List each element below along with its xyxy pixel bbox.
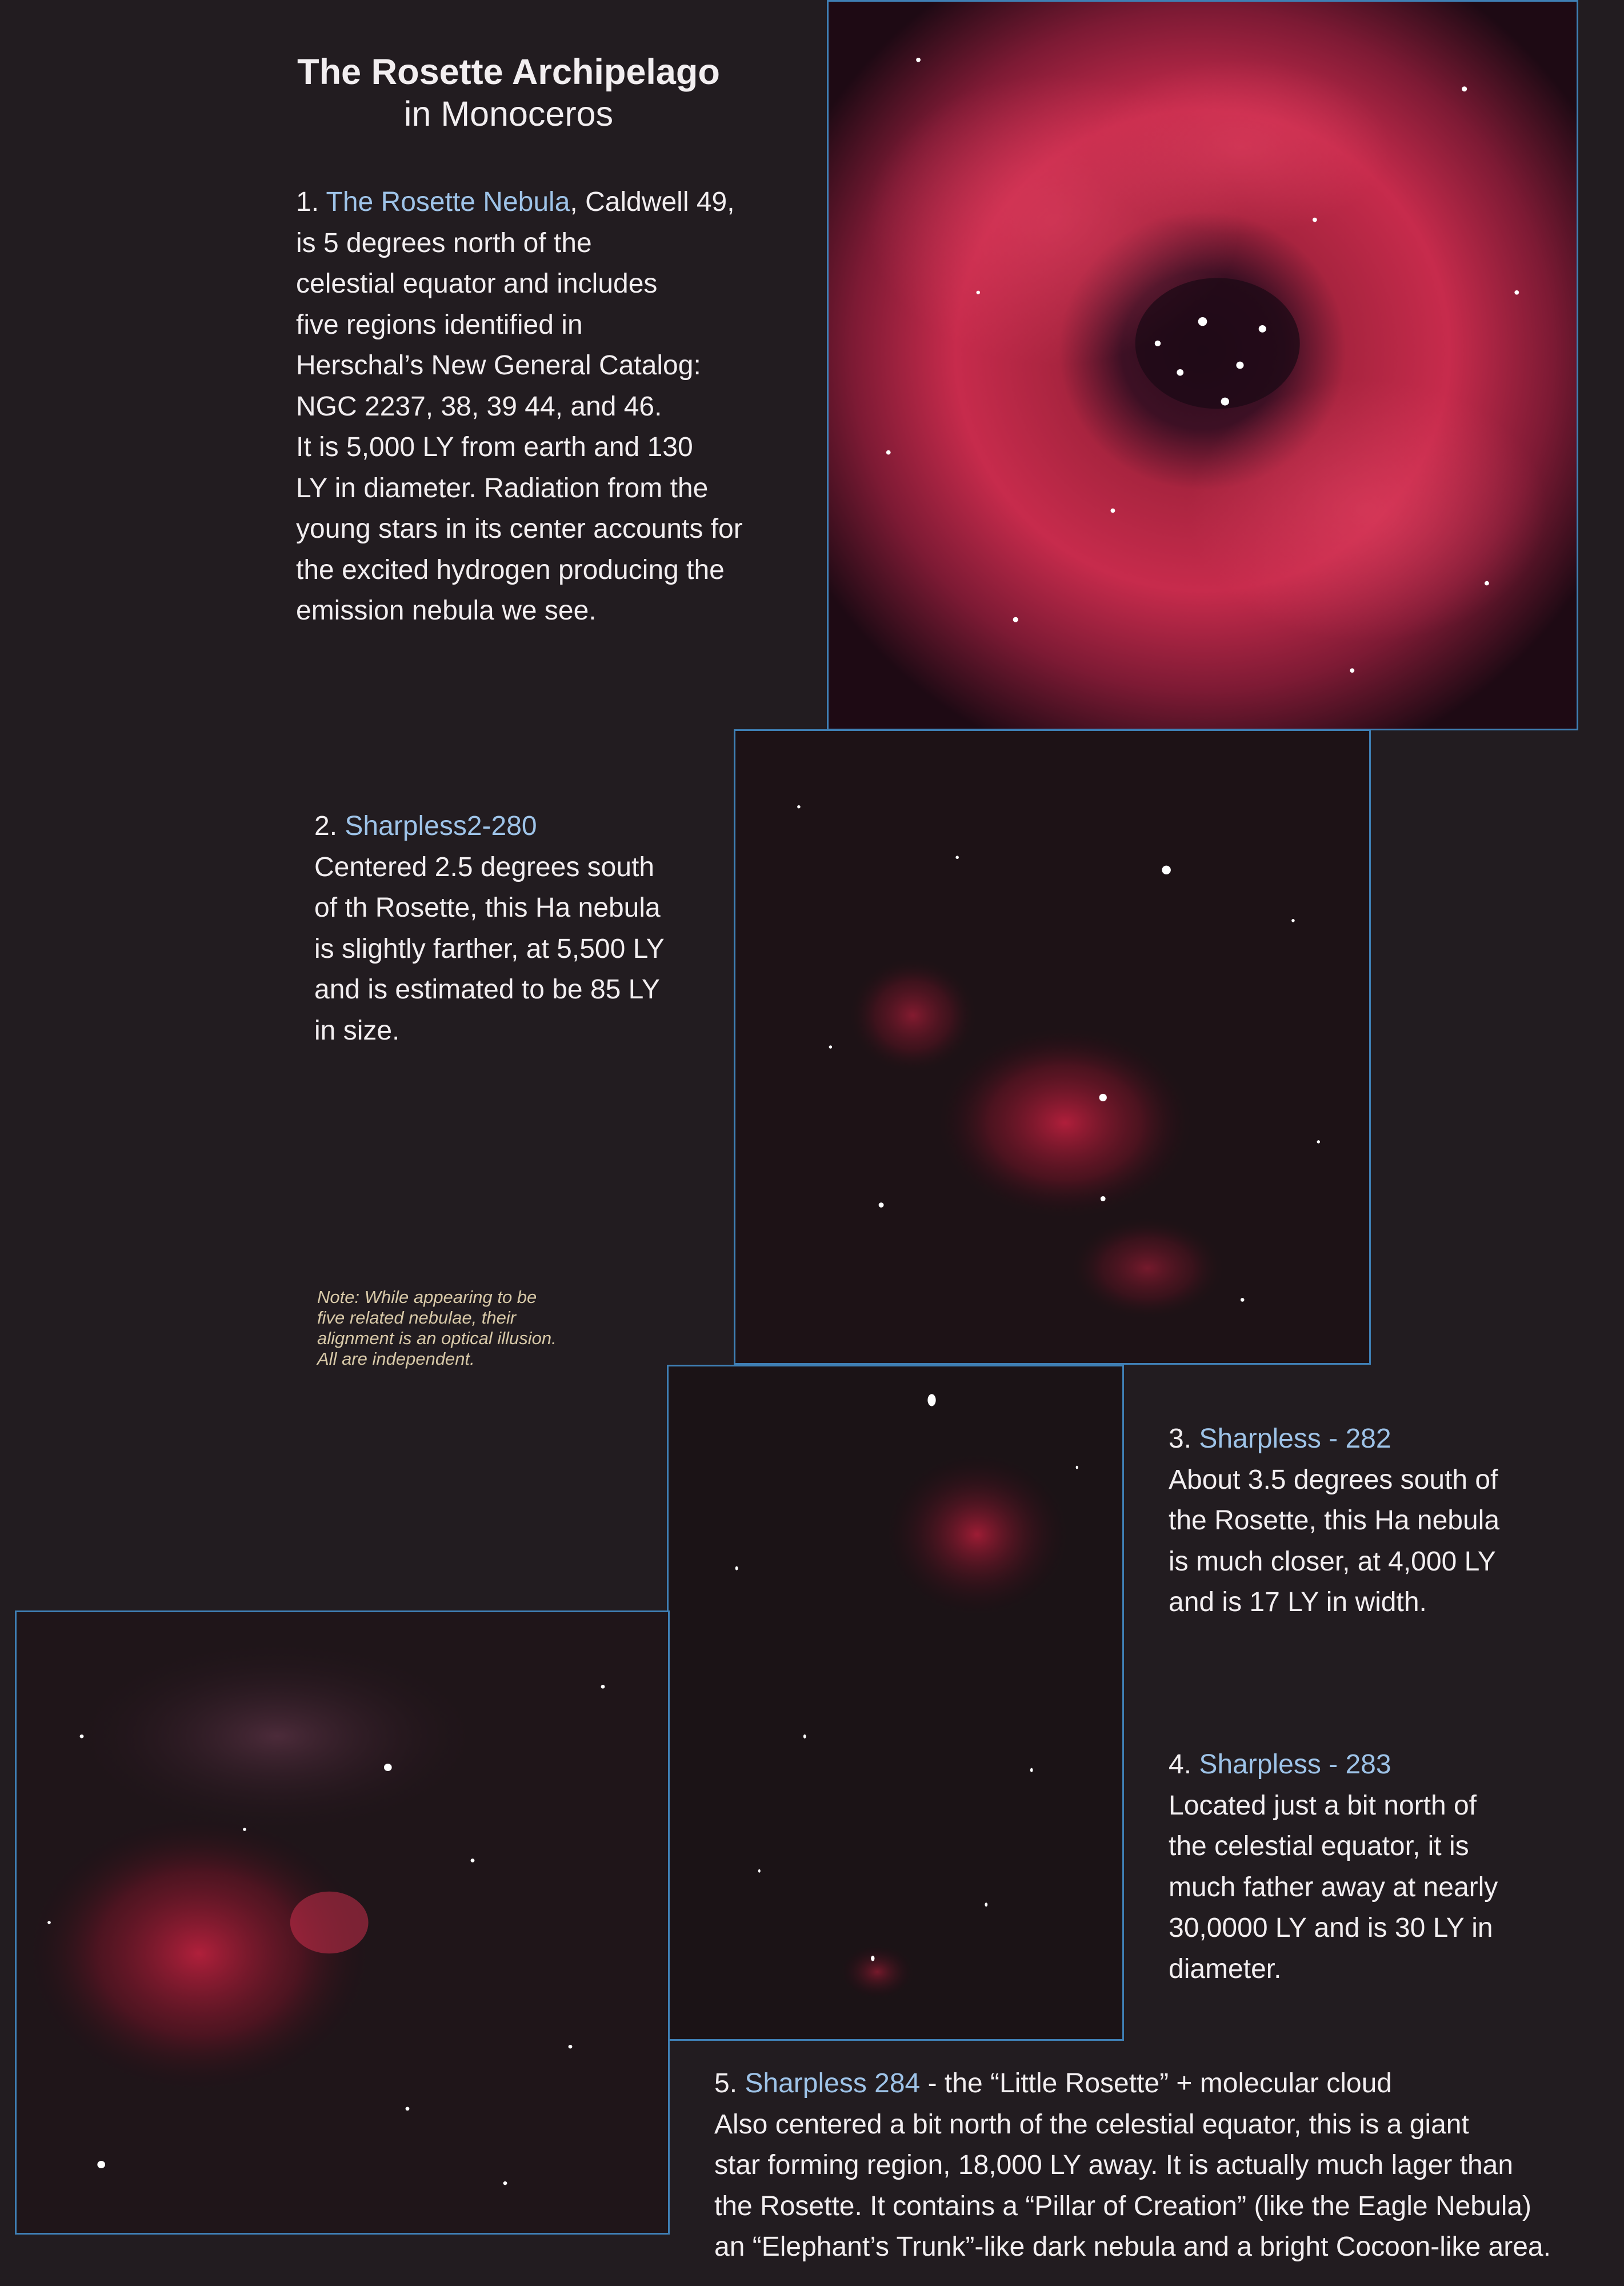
page-subtitle: in Monoceros: [403, 94, 614, 133]
section-sharpless-280: [314, 806, 771, 1051]
section-title: Sharpless - 283: [1199, 1749, 1391, 1780]
rosette-nebula-photo: [827, 0, 1578, 730]
note-text: Note: While appearing to be five related nebulae, their alignment is an optical illusion. All are independent.: [317, 1287, 557, 1369]
page-title: The Rosette Archipelago: [297, 52, 720, 92]
section-body: Centered 2.5 degrees south of th Rosette, this Ha nebula is slightly farther, at 5,500 LY and is estimated to be 85 LY in size.: [314, 852, 665, 1046]
sharpless-284-photo: [15, 1610, 670, 2235]
section-number: 5.: [714, 2068, 745, 2099]
section-title: The Rosette Nebula: [326, 187, 570, 217]
section-title: Sharpless 284: [745, 2068, 921, 2099]
section-number: 1.: [296, 187, 326, 217]
section-title: Sharpless - 282: [1199, 1424, 1391, 1454]
section-number: 3.: [1169, 1424, 1199, 1454]
section-body: - the “Little Rosette” + molecular cloud Also centered a bit north of the celestial equator, this is a giant star forming region, 18,000 LY away. It is actually much lager than the Rosette. It contains a “Pillar of Creation” (like the Eagle Nebula) an “Elephant’s Trunk”-like dark nebula and a bright Cocoon-like area.: [714, 2068, 1551, 2262]
section-rosette-nebula: [296, 182, 810, 632]
section-sharpless-284: [714, 2063, 1617, 2268]
sharpless-280-photo: [734, 729, 1371, 1365]
section-sharpless-283: [1169, 1744, 1614, 1989]
section-title: Sharpless2-280: [345, 811, 537, 841]
sharpless-282-photo: [667, 1365, 1124, 2041]
section-number: 4.: [1169, 1749, 1199, 1780]
section-body: About 3.5 degrees south of the Rosette, this Ha nebula is much closer, at 4,000 LY and is 17 LY in width.: [1169, 1464, 1500, 1617]
section-number: 2.: [314, 811, 345, 841]
section-body: Located just a bit north of the celestial equator, it is much father away at nearly 30,0000 LY and is 30 LY in diameter.: [1169, 1790, 1498, 1984]
section-sharpless-282: [1169, 1418, 1614, 1623]
section-body: , Caldwell 49, is 5 degrees north of the celestial equator and includes five regions identified in Herschal’s New General Catalog: NGC 2237, 38, 39 44, and 46. It is 5,000 LY from earth and 130 LY in diameter. Radiation from the young stars in its center accounts for the excited hydrogen producing the emission nebula we see.: [296, 187, 743, 626]
